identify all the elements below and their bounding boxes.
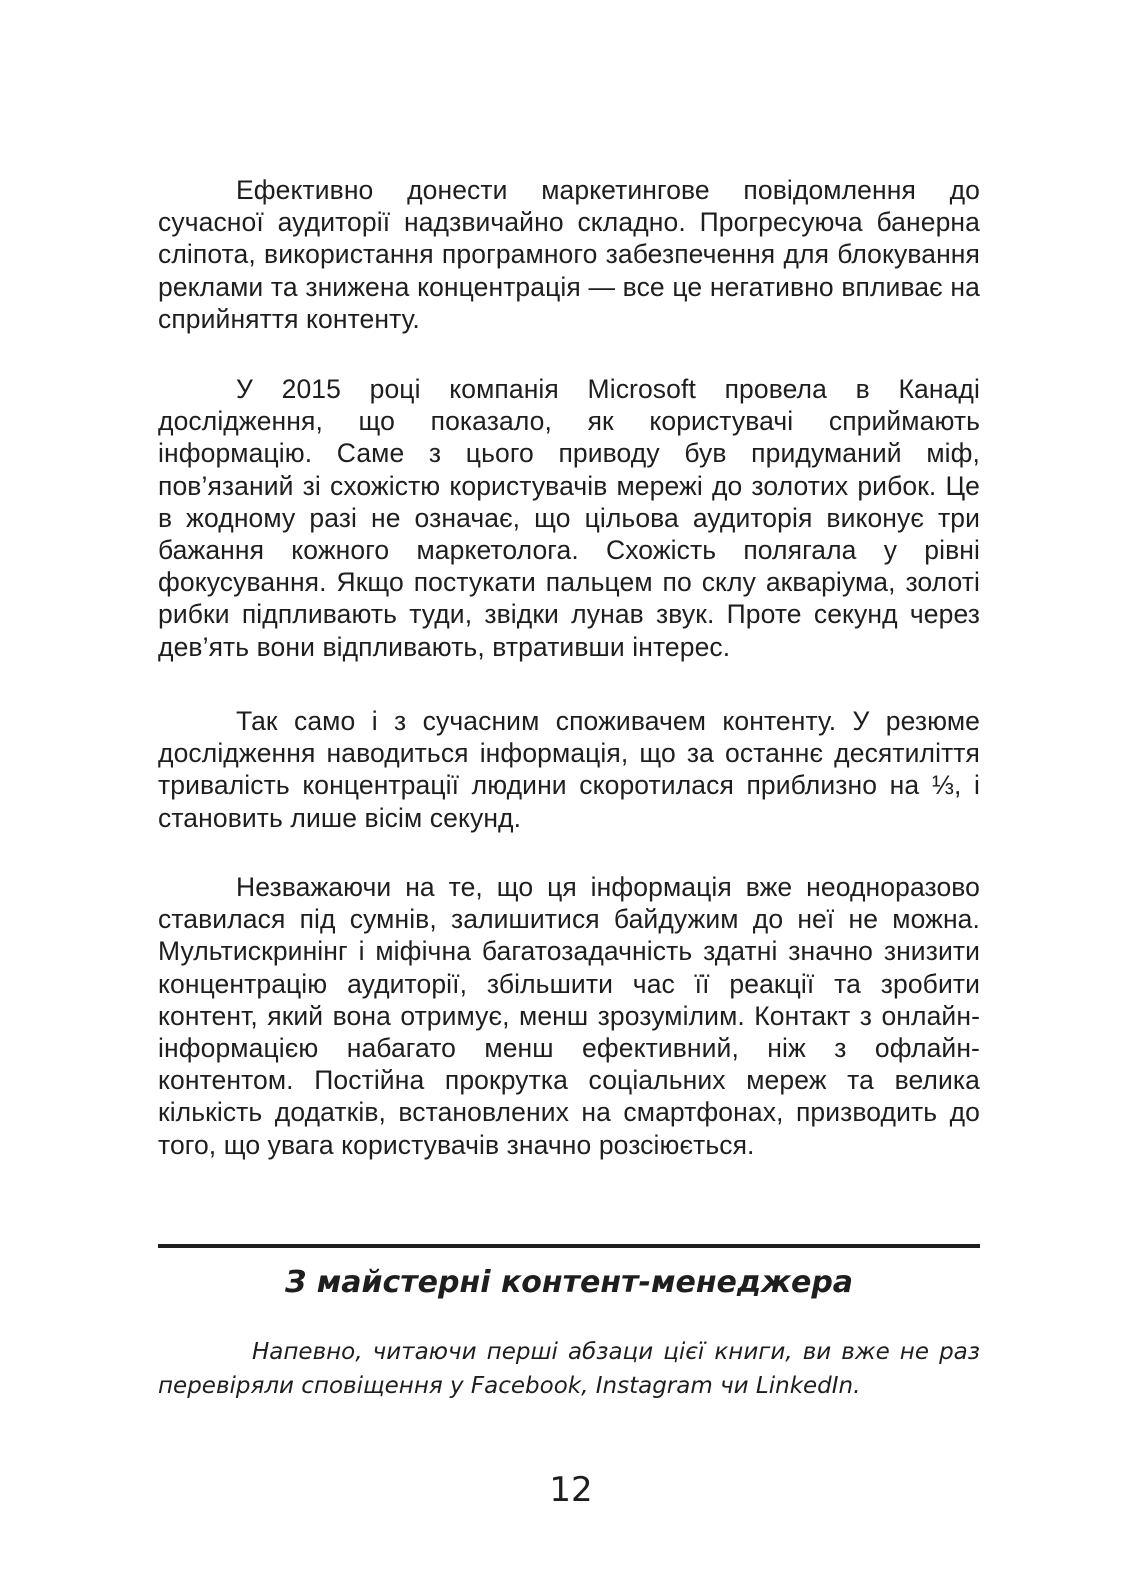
section-divider bbox=[158, 1244, 980, 1248]
paragraph-3: Так само і з сучасним споживачем контенту. У резюме дослідження наводиться інформація, що за останнє десятиліття тривалість концентрації людини скоротилася приблизно на ⅓, і становить лише вісім секунд. bbox=[158, 706, 980, 833]
paragraph-4: Незважаючи на те, що ця інформація вже неодноразово ставилася під сумнів, залишитися байдужим до неї не можна. Мультискринінг і міфічна багатозадачність здатні значно знизити концентрацію аудиторії, збільшити час її реакції та зробити контент, який вона отримує, менш зрозумілим. Контакт з онлайн-інформацією набагато менш ефективний, ніж з офлайн-контентом. Постійна прокрутка соціальних мереж та велика кількість додатків, встановлених на смартфонах, призводить до того, що увага користувачів значно розсіюється. bbox=[158, 872, 980, 1160]
paragraph-1: Ефективно донести маркетингове повідомлення до сучасної аудиторії надзвичайно складно. Прогресуюча банерна сліпота, використання програмного забезпечення для блокування реклами та знижена концентрація — все це негативно впливає на сприйняття контенту. bbox=[158, 175, 980, 334]
section-title: З майстерні контент-менеджера bbox=[284, 1265, 854, 1300]
page-number: 12 bbox=[549, 1470, 593, 1510]
paragraph-2: У 2015 році компанія Microsoft провела в Канаді дослідження, що показало, як користувачі сприймають інформацію. Саме з цього приводу був придуманий міф, пов’язаний зі схожістю користувачів мережі до золотих рибок. Це в жодному разі не означає, що цільова аудиторія виконує три бажання кожного маркетолога. Схожість полягала у рівні фокусування. Якщо постукати пальцем по склу акваріума, золоті рибки підпливають туди, звідки лунав звук. Проте секунд через дев’ять вони відпливають, втративши інтерес. bbox=[158, 374, 980, 662]
section-intro: Напевно, читаючи перші абзаци цієї книги, ви вже не раз перевіряли сповіщення у Facebook, Instagram чи LinkedIn. bbox=[158, 1339, 980, 1399]
